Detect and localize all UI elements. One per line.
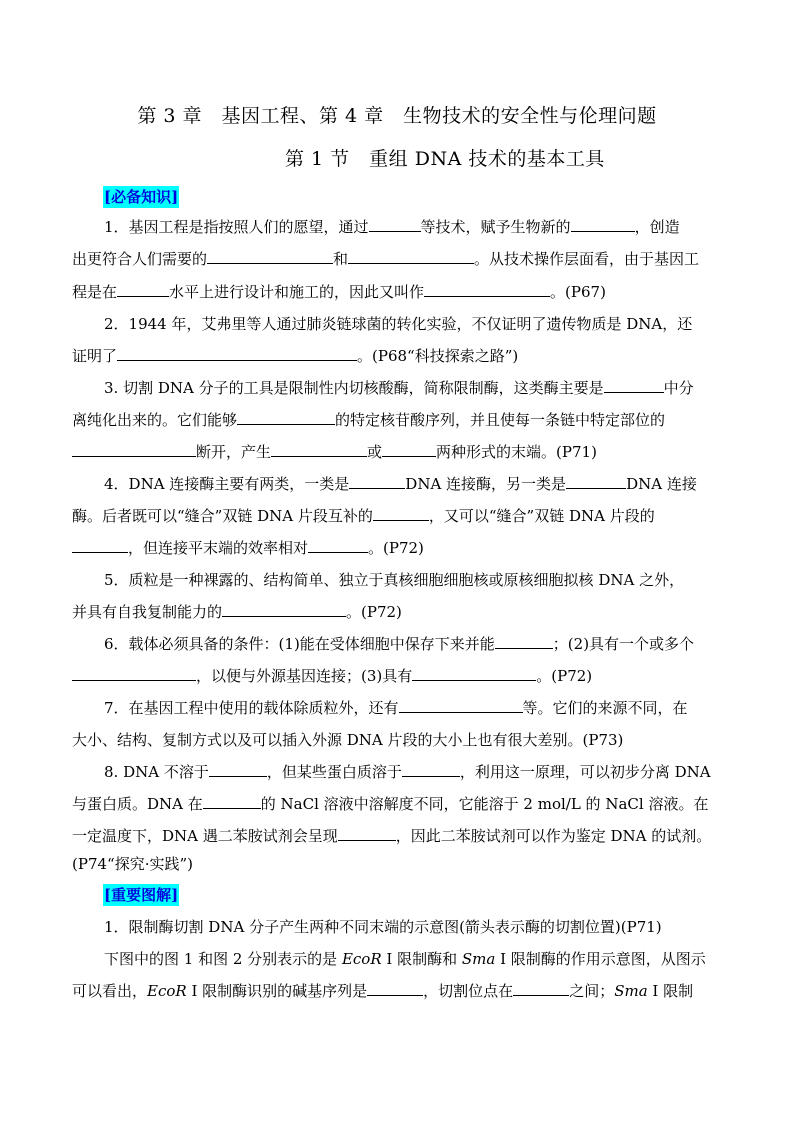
answer-blank[interactable]: [604, 377, 664, 393]
answer-blank[interactable]: [237, 409, 335, 425]
q4-line2: 酶。后者既可以“缝合”双链 DNA 片段互补的 ，又可以“缝合”双链 DNA 片段的: [72, 507, 655, 525]
answer-blank[interactable]: [382, 441, 436, 457]
answer-blank[interactable]: [117, 281, 169, 297]
answer-blank[interactable]: [367, 980, 423, 996]
answer-blank[interactable]: [117, 345, 357, 361]
answer-blank[interactable]: [209, 761, 267, 777]
q7-line1: 7．在基因工程中使用的载体除质粒外，还有 等。它们的来源不同，在: [104, 699, 688, 717]
answer-blank[interactable]: [369, 216, 421, 232]
answer-blank[interactable]: [571, 216, 635, 232]
answer-blank[interactable]: [513, 980, 569, 996]
answer-blank[interactable]: [348, 248, 474, 264]
q4-line1: 4．DNA 连接酶主要有两类，一类是 DNA 连接酶，另一类是 DNA 连接: [104, 475, 697, 493]
answer-blank[interactable]: [222, 601, 346, 617]
f1-line1: 1．限制酶切割 DNA 分子产生两种不同末端的示意图(箭头表示酶的切割位置)(P71): [104, 918, 662, 936]
answer-blank[interactable]: [338, 825, 396, 841]
section-label-figures: [重要图解]: [104, 886, 179, 904]
answer-blank[interactable]: [308, 537, 368, 553]
q6-line1: 6．载体必须具备的条件：(1)能在受体细胞中保存下来并能 ；(2)具有一个或多个: [104, 635, 695, 653]
q8-line1: 8. DNA 不溶于 ，但某些蛋白质溶于 ，利用这一原理，可以初步分离 DNA: [104, 763, 711, 781]
answer-blank[interactable]: [207, 248, 333, 264]
answer-blank[interactable]: [72, 665, 196, 681]
q1-line1: 1．基因工程是指按照人们的愿望，通过 等技术，赋予生物新的 ，创造: [104, 218, 680, 236]
answer-blank[interactable]: [399, 697, 523, 713]
q2-line2: 证明了 。(P68“科技探索之路”): [72, 347, 519, 365]
chapter-title: 第 3 章 基因工程、第 4 章 生物技术的安全性与伦理问题: [137, 105, 657, 127]
q1-line3: 程是在 水平上进行设计和施工的，因此又叫作 。(P67): [72, 283, 606, 301]
q3-line1: 3. 切割 DNA 分子的工具是限制性内切核酸酶，简称限制酶，这类酶主要是 中分: [104, 379, 694, 397]
section-label-knowledge: [必备知识]: [104, 188, 179, 206]
answer-blank[interactable]: [424, 281, 550, 297]
answer-blank[interactable]: [495, 633, 553, 649]
answer-blank[interactable]: [203, 793, 261, 809]
q7-line2: 大小、结构、复制方式以及可以插入外源 DNA 片段的大小上也有很大差别。(P73): [72, 731, 624, 749]
answer-blank[interactable]: [566, 473, 626, 489]
answer-blank[interactable]: [412, 665, 536, 681]
q3-line2: 离纯化出来的。它们能够 的特定核苷酸序列，并且使每一条链中特定部位的: [72, 411, 666, 429]
f1-line2: 下图中的图 1 和图 2 分别表示的是 EcoR I 限制酶和 Sma I 限制酶的作用示意图，从图示: [104, 950, 706, 968]
f1-line3: 可以看出，EcoR I 限制酶识别的碱基序列是 ，切割位点在 之间；Sma I 限制: [72, 982, 694, 1000]
section-title: 第 1 节 重组 DNA 技术的基本工具: [285, 148, 605, 170]
q6-line2: ，以便与外源基因连接；(3)具有 。(P72): [72, 665, 692, 687]
answer-blank[interactable]: [271, 441, 367, 457]
q8-line3: 一定温度下，DNA 遇二苯胺试剂会呈现 ，因此二苯胺试剂可以作为鉴定 DNA 的试剂。: [72, 827, 712, 845]
q1-line2: 出更符合人们需要的 和 。从技术操作层面看，由于基因工: [72, 250, 700, 268]
answer-blank[interactable]: [72, 441, 196, 457]
q8-line4: (P74“探究·实践”): [72, 855, 193, 873]
q5-line2: 并具有自我复制能力的 。(P72): [72, 603, 402, 621]
answer-blank[interactable]: [72, 537, 128, 553]
q5-line1: 5．质粒是一种裸露的、结构简单、独立于真核细胞细胞核或原核细胞拟核 DNA 之外，: [104, 571, 685, 589]
q2-line1: 2．1944 年，艾弗里等人通过肺炎链球菌的转化实验，不仅证明了遗传物质是 DNA，还: [104, 315, 693, 333]
q3-line3: 断开，产生 或 两种形式的末端。(P71): [72, 441, 692, 463]
answer-blank[interactable]: [373, 505, 429, 521]
q8-line2: 与蛋白质。DNA 在 的 NaCl 溶液中溶解度不同，它能溶于 2 mol/L 的 NaCl 溶液。在: [72, 795, 709, 813]
answer-blank[interactable]: [402, 761, 460, 777]
answer-blank[interactable]: [349, 473, 405, 489]
q4-line3: ，但连接平末端的效率相对 。(P72): [72, 537, 692, 559]
